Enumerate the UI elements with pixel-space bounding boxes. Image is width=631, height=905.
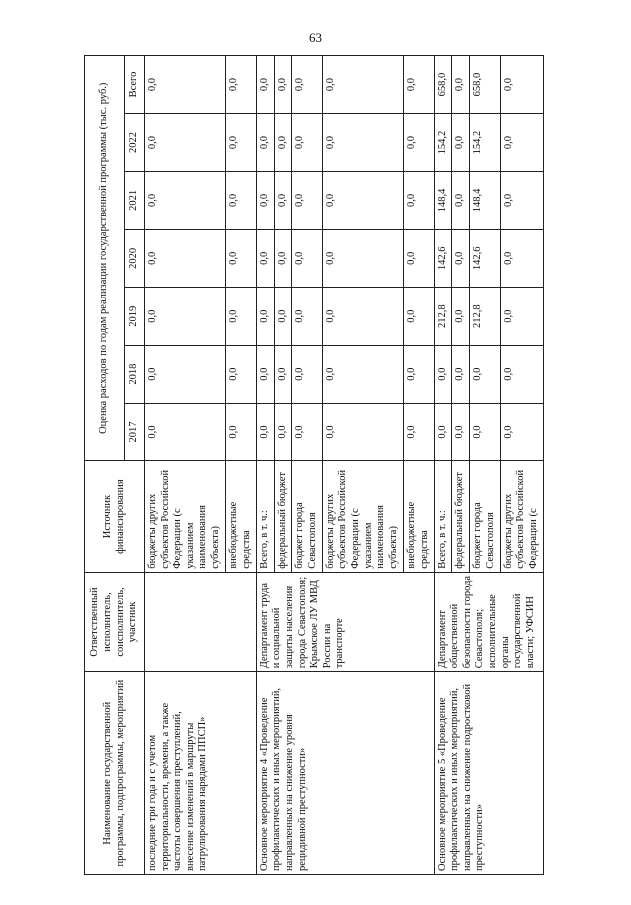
expense-value: 0,0 — [292, 114, 322, 172]
expense-value: 0,0 — [145, 287, 226, 345]
header-name: Наименование государственной программы, подпрограммы, мероприятий — [85, 672, 145, 875]
expense-value: 0,0 — [452, 114, 470, 172]
expense-value: 0,0 — [274, 345, 292, 403]
expense-value: 0,0 — [322, 114, 403, 172]
expense-value: 0,0 — [322, 56, 403, 114]
expense-value: 212,8 — [470, 287, 500, 345]
expense-value: 0,0 — [404, 229, 434, 287]
expense-value: 0,0 — [322, 403, 403, 461]
expense-value: 0,0 — [145, 171, 226, 229]
funding-source: внебюджетные средства — [404, 461, 434, 572]
table-row — [256, 56, 274, 875]
expense-value: 0,0 — [404, 171, 434, 229]
funding-source: бюджет города Севастополя — [292, 461, 322, 572]
expense-value: 0,0 — [256, 114, 274, 172]
expense-value: 0,0 — [500, 56, 543, 114]
funding-source: бюджеты других субъектов Российской Федерации (с указанием наименования субъекта) — [322, 461, 403, 572]
expense-value: 0,0 — [322, 229, 403, 287]
expense-value: 0,0 — [274, 56, 292, 114]
expense-value: 0,0 — [322, 345, 403, 403]
expense-value: 658,0 — [470, 56, 500, 114]
expense-value: 0,0 — [145, 229, 226, 287]
header-year: 2017 — [125, 403, 145, 461]
funding-source: Всего, в т. ч.: — [256, 461, 274, 572]
funding-source: внебюджетные средства — [226, 461, 256, 572]
header-executor: Ответственный исполнитель, соисполнитель, участник — [85, 572, 145, 672]
expense-value: 0,0 — [145, 56, 226, 114]
expense-value: 0,0 — [500, 403, 543, 461]
expense-value: 0,0 — [256, 229, 274, 287]
expense-value: 0,0 — [500, 229, 543, 287]
expense-value: 0,0 — [256, 56, 274, 114]
expense-value: 0,0 — [500, 171, 543, 229]
expense-value: 0,0 — [226, 171, 256, 229]
header-expenses: Оценка расходов по годам реализации государственной программы (тыс. руб.) — [85, 56, 125, 461]
expense-value: 142,6 — [470, 229, 500, 287]
funding-source: бюджеты других субъектов Российской Федерации (с указанием наименования субъекта) — [145, 461, 226, 572]
expense-value: 0,0 — [500, 287, 543, 345]
expense-value: 0,0 — [434, 403, 452, 461]
expense-value: 0,0 — [226, 287, 256, 345]
expense-value: 0,0 — [292, 229, 322, 287]
expense-value: 0,0 — [292, 287, 322, 345]
header-year: 2021 — [125, 171, 145, 229]
header-source: Источник финансирования — [85, 461, 145, 572]
expense-value: 0,0 — [404, 403, 434, 461]
expense-value: 0,0 — [404, 114, 434, 172]
expense-value: 0,0 — [226, 345, 256, 403]
funding-source: бюджеты других субъектов Российской Федерации (с — [500, 461, 543, 572]
expense-value: 0,0 — [274, 229, 292, 287]
expense-value: 0,0 — [145, 403, 226, 461]
expense-value: 148,4 — [470, 171, 500, 229]
header-year: 2018 — [125, 345, 145, 403]
expense-value: 0,0 — [452, 229, 470, 287]
funding-source: федеральный бюджет — [274, 461, 292, 572]
activity-executor: Департамент труда и социальной защиты населения города Севастополя; Крымское ЛУ МВД России на транспорте — [256, 572, 434, 672]
expense-value: 0,0 — [452, 56, 470, 114]
funding-source: Всего, в т. ч.: — [434, 461, 452, 572]
expense-value: 0,0 — [500, 345, 543, 403]
expense-value: 0,0 — [452, 345, 470, 403]
expense-value: 0,0 — [292, 171, 322, 229]
expense-value: 154,2 — [470, 114, 500, 172]
expense-value: 0,0 — [256, 345, 274, 403]
expense-value: 0,0 — [292, 56, 322, 114]
expense-value: 0,0 — [292, 403, 322, 461]
expense-value: 0,0 — [322, 171, 403, 229]
expense-value: 0,0 — [226, 229, 256, 287]
expense-value: 0,0 — [256, 403, 274, 461]
expense-value: 0,0 — [470, 403, 500, 461]
funding-source: федеральный бюджет — [452, 461, 470, 572]
activity-executor: Департамент общественной безопасности города Севастополя; исполнительные органы государственной власти; УФСИН — [434, 572, 543, 672]
expense-value: 0,0 — [274, 403, 292, 461]
expense-value: 0,0 — [404, 345, 434, 403]
expense-value: 0,0 — [292, 345, 322, 403]
expense-value: 0,0 — [274, 114, 292, 172]
expense-value: 0,0 — [404, 287, 434, 345]
expense-value: 658,0 — [434, 56, 452, 114]
expense-value: 0,0 — [470, 345, 500, 403]
expense-value: 148,4 — [434, 171, 452, 229]
expense-value: 0,0 — [452, 171, 470, 229]
expense-value: 0,0 — [322, 287, 403, 345]
expense-value: 0,0 — [274, 171, 292, 229]
expense-value: 0,0 — [256, 171, 274, 229]
header-year: Всего — [125, 56, 145, 114]
table-row — [434, 56, 452, 875]
expenditure-table — [84, 55, 544, 875]
page-number: 63 — [309, 30, 322, 45]
expense-value: 154,2 — [434, 114, 452, 172]
funding-source: бюджет города Севастополя — [470, 461, 500, 572]
expense-value: 0,0 — [145, 345, 226, 403]
activity-name: Основное мероприятие 5 «Проведение профилактических и иных мероприятий, направленных на снижение подростковой преступности» — [434, 672, 543, 875]
activity-name: последние три года и с учетом территориальности, времени, а также частоты совершения преступлений, внесение изменений в маршруты патрулирования нарядами ППСП» — [145, 672, 257, 875]
expense-value: 0,0 — [145, 114, 226, 172]
expense-value: 0,0 — [226, 56, 256, 114]
expense-value: 0,0 — [256, 287, 274, 345]
expense-value: 0,0 — [274, 287, 292, 345]
expense-value: 0,0 — [404, 56, 434, 114]
expense-value: 0,0 — [452, 403, 470, 461]
header-year: 2019 — [125, 287, 145, 345]
header-year: 2022 — [125, 114, 145, 172]
activity-name: Основное мероприятие 4 «Проведение профилактических и иных мероприятий, направленных на снижение уровня рецидивной преступности» — [256, 672, 434, 875]
rotated-table-container — [84, 55, 544, 875]
activity-executor — [145, 572, 257, 672]
header-year: 2020 — [125, 229, 145, 287]
expense-value: 142,6 — [434, 229, 452, 287]
expense-value: 212,8 — [434, 287, 452, 345]
expense-value: 0,0 — [452, 287, 470, 345]
expense-value: 0,0 — [226, 403, 256, 461]
expense-value: 0,0 — [434, 345, 452, 403]
expense-value: 0,0 — [226, 114, 256, 172]
table-row — [145, 56, 226, 875]
expense-value: 0,0 — [500, 114, 543, 172]
